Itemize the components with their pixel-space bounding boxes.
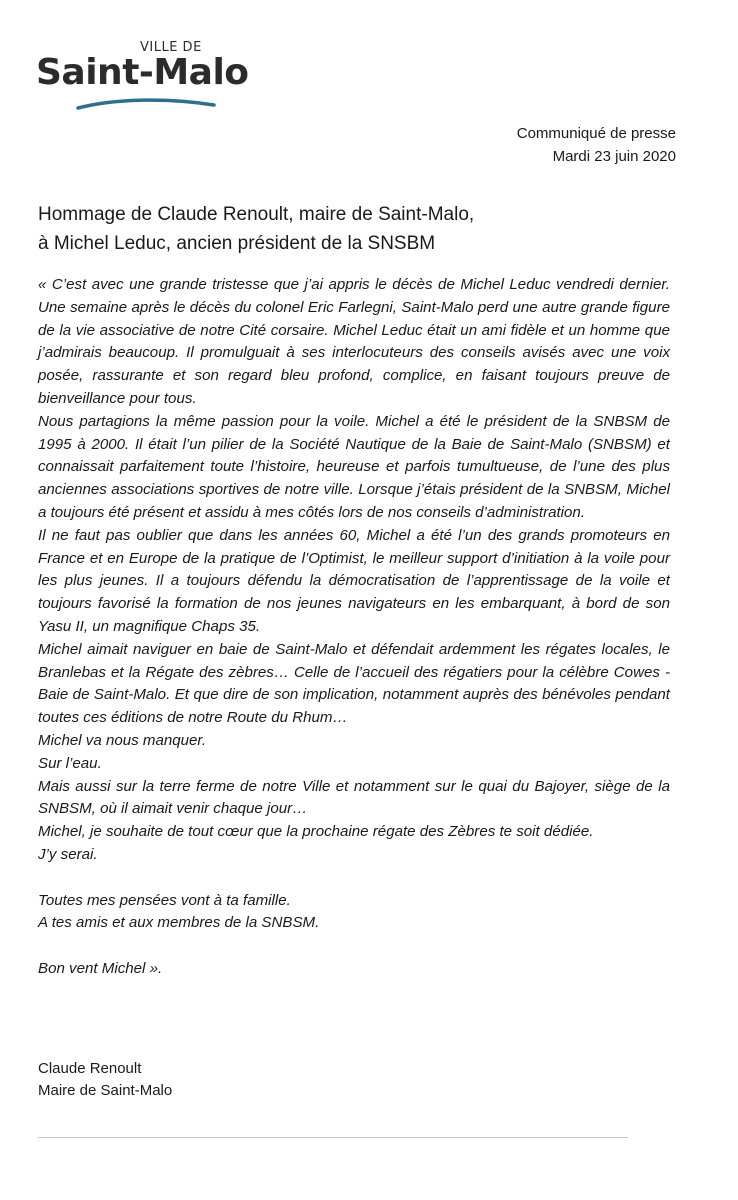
logo-main-text: Saint-Malo <box>36 52 249 93</box>
signature-name: Claude Renoult <box>38 1060 142 1077</box>
paragraph: Sur l’eau. <box>38 754 102 772</box>
paragraph: J’y serai. <box>38 845 98 863</box>
paragraph: « C’est avec une grande tristesse que j’ai appris le décès de Michel Leduc vendredi dernier. Une semaine après le décès du colonel Eric Farlegni, Saint-Malo perd une autre grande figure de la vie associative de notre Cité corsaire. Michel Leduc était un ami fidèle et un homme que j’admirais beaucoup. Il promulguait à ses interlocuteurs des conseils avisés avec une voix posée, rassurante et son regard bleu profond, complice, en faisant toujours preuve de bienveillance pour tous. <box>38 276 670 407</box>
spacer <box>38 867 670 890</box>
tribute-text <box>38 274 670 981</box>
page-title <box>38 200 474 258</box>
signature-block <box>38 1058 172 1102</box>
spacer <box>38 935 670 958</box>
footer-divider <box>38 1137 628 1138</box>
title-line-1: Hommage de Claude Renoult, maire de Saint-Malo, <box>38 204 475 225</box>
paragraph: Michel aimait naviguer en baie de Saint-Malo et défendait ardemment les régates locales, le Branlebas et la Régate des zèbres… Celle de l’accueil des régatiers pour la célèbre Cowes - Baie de Saint-Malo. Et que dire de son implication, notamment auprès des bénévoles pendant toutes ces éditions de notre Route du Rhum… <box>38 640 670 727</box>
paragraph: Il ne faut pas oublier que dans les années 60, Michel a été l’un des grands promoteurs en France et en Europe de la pratique de l’Optimist, le meilleur support d’initiation à la voile pour les plus jeunes. Il a toujours défendu la démocratisation de l’apprentissage de la voile et toujours favorisé la formation de nos jeunes navigateurs en les embarquant, à bord de son Yasu II, un magnifique Chaps 35. <box>38 526 670 635</box>
title-line-2: à Michel Leduc, ancien président de la SNSBM <box>38 233 436 254</box>
paragraph: Mais aussi sur la terre ferme de notre Ville et notamment sur le quai du Bajoyer, siège de la SNBSM, où il aimait venir chaque jour… <box>38 777 670 818</box>
signature-role: Maire de Saint-Malo <box>38 1082 173 1099</box>
closing-line: A tes amis et aux membres de la SNBSM. <box>38 914 320 932</box>
paragraph: Nous partagions la même passion pour la voile. Michel a été le président de la SNBSM de 1995 à 2000. Il était l’un pilier de la Société Nautique de la Baie de Saint-Malo (SNBSM) et connaissait parfaitement toute l’histoire, heureuse et parfois tumultueuse, de l’une des plus anciennes associations sportives de notre ville. Lorsque j’étais président de la SNBSM, Michel a toujours été présent et assidu à mes côtés lors de nos conseils d’administration. <box>38 412 670 521</box>
paragraph: Michel, je souhaite de tout cœur que la prochaine régate des Zèbres te soit dédiée. <box>38 823 594 841</box>
press-release-meta <box>517 122 676 168</box>
document-type: Communiqué de presse <box>516 125 676 142</box>
saint-malo-logo <box>36 40 266 112</box>
document-date: Mardi 23 juin 2020 <box>552 148 676 165</box>
logo-small-text: VILLE DE <box>140 40 202 55</box>
farewell-line: Bon vent Michel ». <box>38 959 163 977</box>
paragraph: Michel va nous manquer. <box>38 731 207 749</box>
closing-line: Toutes mes pensées vont à ta famille. <box>38 891 291 909</box>
wave-icon <box>76 96 216 112</box>
